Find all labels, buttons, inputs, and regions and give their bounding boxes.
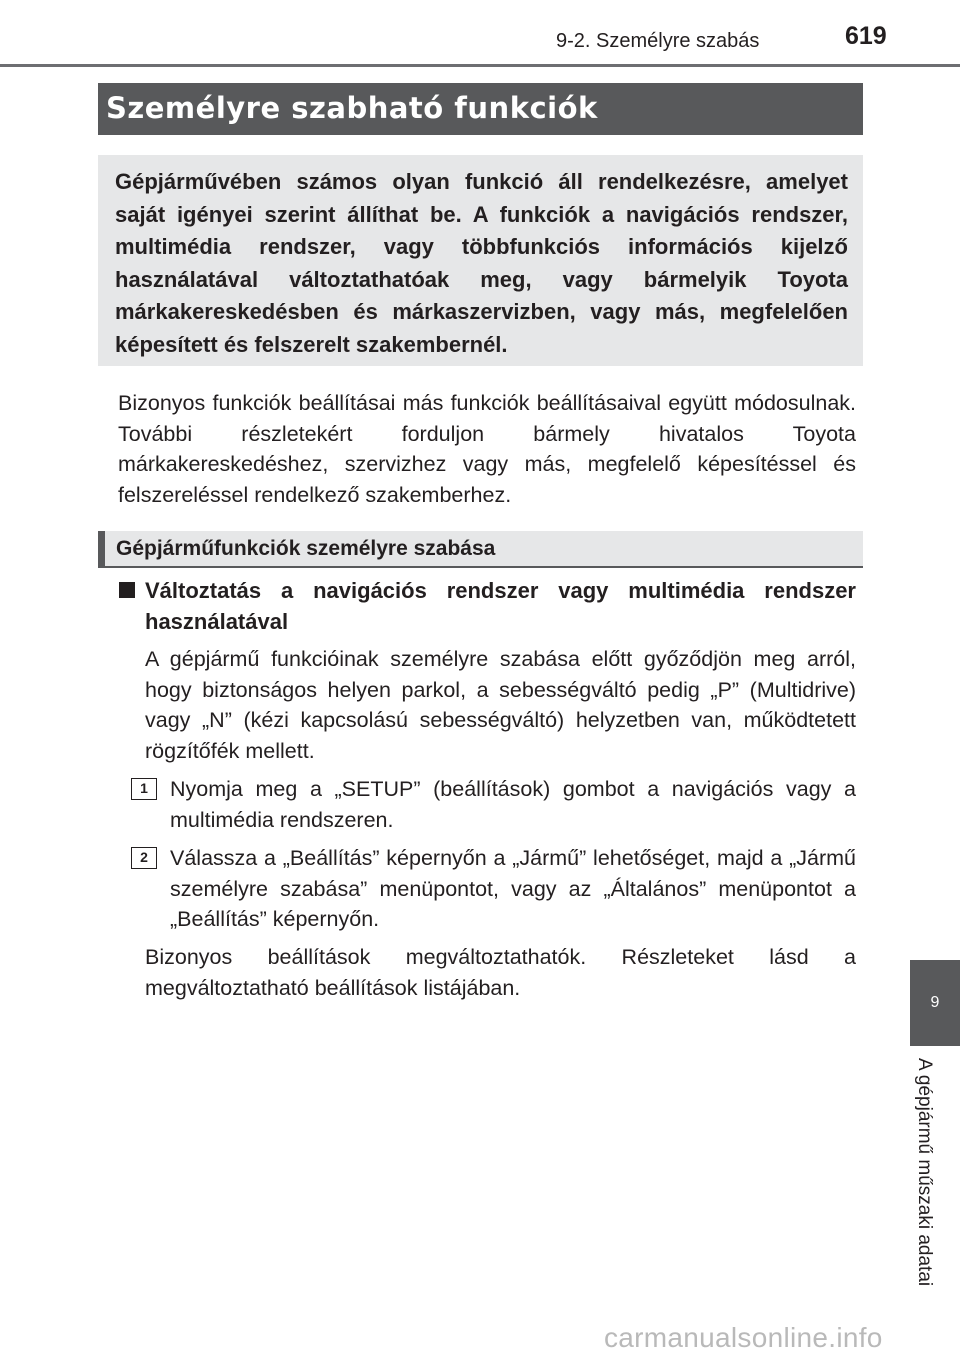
step-text-2: Válassza a „Beállítás” képernyőn a „Jármű” lehetőséget, majd a „Jármű személyre szabása” menüpontot, vagy az „Általános” menüpontot a „Beállítás” képernyőn. — [170, 846, 856, 931]
chapter-label: A gépjármű műszaki adatai — [914, 1058, 935, 1287]
intro-box: Gépjárművében számos olyan funkció áll rendelkezésre, amelyet saját igényei szerint állíthat be. A funkciók a navigációs rendszer, multimédia rendszer, vagy többfunkciós információs kijelző használatával változtathatóak meg, vagy bármelyik Toyota márkakereskedésben és márkaszervizben, vagy más, megfelelően képesített és felszerelt szakembernél. — [98, 155, 863, 366]
step-badge-1: 1 — [131, 778, 157, 800]
subheading: Gépjárműfunkciók személyre szabása — [98, 531, 863, 567]
page-title: Személyre szabható funkciók — [98, 83, 863, 135]
square-bullet-icon — [119, 582, 135, 598]
item-heading: Változtatás a navigációs rendszer vagy multimédia rendszer használatával — [145, 578, 856, 634]
step-badge-2: 2 — [131, 847, 157, 869]
chapter-tab: 9 — [910, 960, 960, 1046]
step-text-1: Nyomja meg a „SETUP” (beállítások) gombot a navigációs vagy a multimédia rendszeren. — [170, 777, 856, 832]
subheading-rule — [98, 566, 863, 568]
page-number: 619 — [845, 22, 887, 50]
watermark: carmanualsonline.info — [604, 1322, 883, 1353]
item-text: A gépjármű funkcióinak személyre szabása előtt győződjön meg arról, hogy biztonságos helyen parkol, a sebességváltó pedig „P” (Multidrive) vagy „N” (kézi kapcsolású sebességváltó) helyzetben van, működtetett rögzítőfék mellett. — [145, 647, 856, 763]
body-paragraph: Bizonyos funkciók beállításai más funkciók beállításaival együtt módosulnak. További részletekért forduljon bármely hivatalos Toyota márkakereskedéshez, szervizhez vagy más, megfelelő képesítéssel és felszereléssel rendelkező szakemberhez. — [118, 391, 856, 507]
item-note: Bizonyos beállítások megváltoztathatók. Részleteket lásd a megváltoztatható beállítások listájában. — [145, 945, 856, 1000]
header-rule — [0, 64, 960, 67]
header-section: 9-2. Személyre szabás — [556, 30, 760, 52]
